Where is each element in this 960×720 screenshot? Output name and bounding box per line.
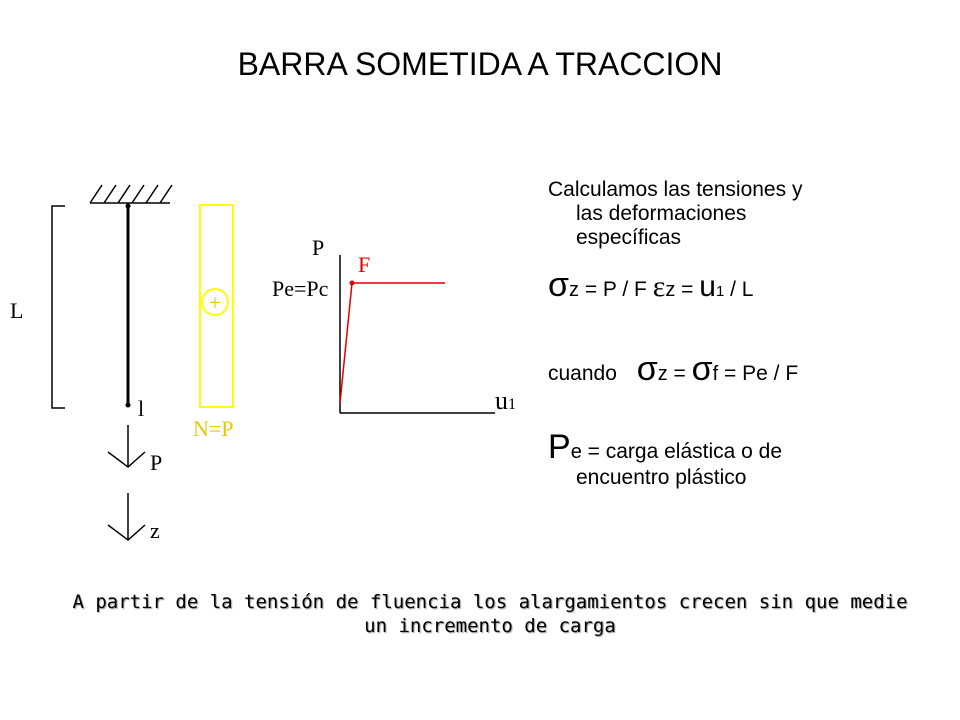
pe-definition: Pe = carga elástica o de encuentro plástico: [548, 428, 783, 489]
load-arrow: [108, 425, 145, 467]
bottom-node: [126, 403, 131, 408]
intro-text: [548, 178, 802, 250]
graph-point-label: F: [358, 252, 371, 277]
page-title: BARRA SOMETIDA A TRACCION: [237, 46, 723, 82]
intro-line-1: Calculamos las tensiones y: [548, 178, 803, 201]
axis-label: z: [150, 518, 160, 543]
graph-yield-label: Pe=Pc: [272, 276, 329, 301]
equation-2: cuando σz = σf = Pe / F: [548, 350, 799, 388]
sigma-symbol: σ: [548, 266, 569, 304]
footer-note: A partir de la tensión de fluencia los alargamientos crecen sin que medie un incremento de carga: [72, 591, 908, 637]
node-label: l: [138, 396, 145, 421]
axis-arrow: [108, 493, 145, 540]
graph-axes: [340, 255, 495, 413]
plus-sign: +: [208, 290, 222, 315]
yield-point: [350, 281, 355, 286]
fixed-support: [90, 185, 172, 203]
length-bracket: [52, 206, 65, 408]
sigma-symbol: σ: [691, 350, 713, 388]
load-label: P: [150, 450, 163, 475]
equation-1: σz = P / F εz = u1 / L: [548, 266, 754, 304]
length-label: L: [10, 298, 24, 323]
bar-diagram: [0, 0, 540, 580]
intro-line-2: las deformaciones: [576, 202, 747, 225]
graph-x-label: u1: [495, 386, 516, 415]
intro-line-3: específicas: [576, 226, 682, 249]
top-node: [126, 204, 131, 209]
graph-y-label: P: [312, 235, 325, 260]
sigma-symbol: σ: [636, 350, 658, 388]
normal-force-label: N=P: [193, 416, 234, 441]
epsilon-symbol: ε: [652, 270, 666, 303]
stress-strain-curve: [340, 283, 445, 403]
